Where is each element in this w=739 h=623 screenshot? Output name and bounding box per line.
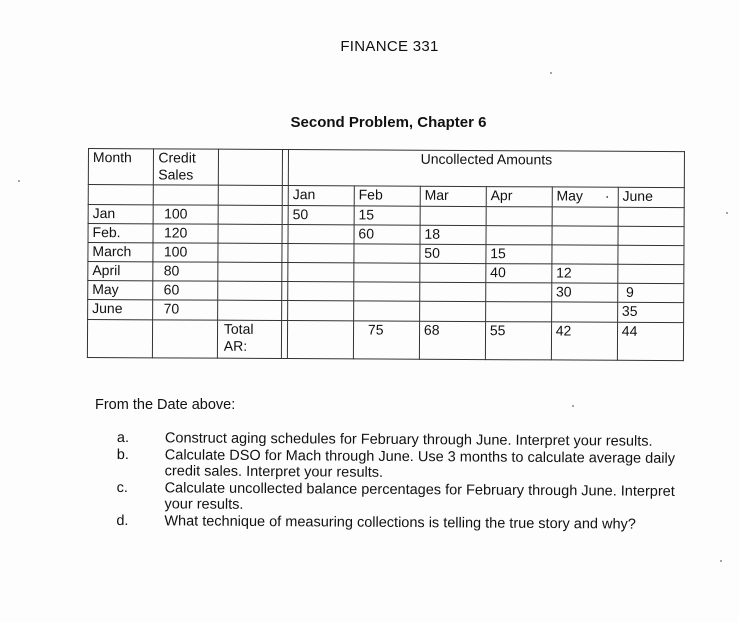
uncollected-amounts-table — [87, 148, 685, 361]
blank-cell — [217, 301, 281, 321]
page-title: FINANCE 331 — [340, 38, 439, 55]
month-header: Month — [88, 149, 154, 186]
cell-apr: 40 — [486, 264, 552, 284]
subheader-feb: Feb — [354, 186, 420, 206]
cell-feb: 15 — [354, 205, 420, 225]
cell-june — [618, 207, 684, 227]
cell-jan — [288, 224, 354, 244]
total-may: 42 — [551, 321, 617, 360]
question-text: Construct aging schedules for February through June. Interpret your results. — [164, 430, 653, 450]
subheader-june: June — [618, 188, 684, 208]
question-text: Calculate DSO for Mach through June. Use 3 months to calculate average daily credit sales. Interpret your results. — [164, 447, 676, 481]
row-sales: 80 — [153, 262, 218, 282]
cell-apr — [486, 225, 552, 245]
cell-may — [551, 302, 617, 322]
cell-june — [618, 245, 684, 265]
question-text: Calculate uncollected balance percentages for February through June. Interpret your results. — [164, 480, 675, 513]
cell-june — [618, 226, 684, 246]
question-list — [116, 430, 677, 534]
cell-mar: 18 — [420, 225, 486, 245]
question-item — [117, 447, 677, 483]
blank-cell — [218, 224, 282, 244]
dot-mark: · — [604, 188, 610, 205]
cell-feb — [354, 244, 420, 264]
row-month: Feb. — [88, 223, 154, 243]
total-apr: 55 — [485, 321, 551, 360]
scan-speck — [550, 72, 552, 74]
credit-sales-header: Credit Sales — [154, 149, 219, 186]
cell-mar: 50 — [420, 244, 486, 264]
total-feb: 75 — [353, 320, 419, 359]
scan-speck — [572, 405, 574, 407]
cell-feb — [353, 301, 419, 321]
cell-june: 9 — [617, 283, 683, 303]
cell-mar — [420, 263, 486, 283]
cell-may — [552, 206, 618, 226]
cell-june — [618, 264, 684, 284]
blank-cell — [218, 262, 282, 282]
cell-mar — [420, 206, 486, 226]
row-month: May — [88, 281, 154, 301]
uncollected-amounts-header: Uncollected Amounts — [288, 150, 684, 188]
blank-cell — [88, 185, 154, 205]
cell-apr — [486, 283, 552, 303]
total-mar: 68 — [419, 321, 485, 360]
row-sales: 100 — [153, 243, 218, 263]
cell-jan — [288, 243, 354, 263]
cell-may — [552, 245, 618, 265]
scan-speck — [726, 212, 728, 214]
question-item — [116, 480, 676, 516]
blank-cell — [218, 243, 282, 263]
section-intro: From the Date above: — [95, 397, 236, 413]
cell-may — [552, 226, 618, 246]
cell-may: 30 — [551, 283, 617, 303]
cell-jan — [288, 263, 354, 283]
cell-feb — [354, 263, 420, 283]
total-june: 44 — [617, 322, 683, 361]
scan-speck — [18, 180, 20, 182]
cell-jan: 50 — [288, 205, 354, 225]
row-sales: 120 — [153, 224, 218, 244]
question-letter: d. — [116, 512, 129, 530]
question-letter: c. — [116, 479, 128, 497]
cell-feb — [354, 282, 420, 302]
cell-apr: 15 — [486, 244, 552, 264]
table-header-row — [88, 149, 684, 188]
total-ar-label: Total AR: — [217, 320, 281, 359]
cell-jan — [288, 282, 354, 302]
blank-header-cell — [218, 149, 282, 186]
row-sales: 60 — [153, 281, 218, 301]
problem-subtitle: Second Problem, Chapter 6 — [290, 114, 487, 131]
cell-apr — [485, 302, 551, 322]
cell-apr — [486, 206, 552, 226]
row-month: March — [88, 242, 154, 262]
subheader-apr: Apr — [486, 187, 552, 207]
question-item — [116, 513, 676, 533]
row-month: June — [88, 300, 154, 320]
blank-cell — [87, 319, 153, 358]
question-text: What technique of measuring collections is telling the true story and why? — [164, 513, 636, 533]
row-sales: 100 — [154, 204, 219, 224]
row-sales: 70 — [153, 300, 218, 320]
cell-june: 35 — [617, 303, 683, 323]
scan-speck — [720, 560, 722, 562]
cell-may: 12 — [552, 264, 618, 284]
cell-mar — [419, 302, 485, 322]
subheader-may-label: May — [556, 187, 583, 204]
blank-cell — [218, 186, 282, 206]
blank-cell — [218, 281, 282, 301]
question-letter: b. — [116, 446, 129, 464]
cell-feb: 60 — [354, 225, 420, 245]
total-row — [87, 319, 683, 361]
subheader-jan: Jan — [288, 186, 354, 206]
blank-cell — [154, 185, 219, 205]
blank-cell — [153, 319, 218, 358]
cell-mar — [420, 282, 486, 302]
subheader-mar: Mar — [420, 187, 486, 207]
cell-jan — [288, 301, 354, 321]
blank-cell — [218, 205, 282, 225]
row-month: Jan — [88, 204, 154, 224]
total-jan — [287, 320, 353, 359]
question-letter: a. — [116, 430, 130, 447]
row-month: April — [88, 262, 154, 282]
subheader-may — [552, 187, 618, 207]
